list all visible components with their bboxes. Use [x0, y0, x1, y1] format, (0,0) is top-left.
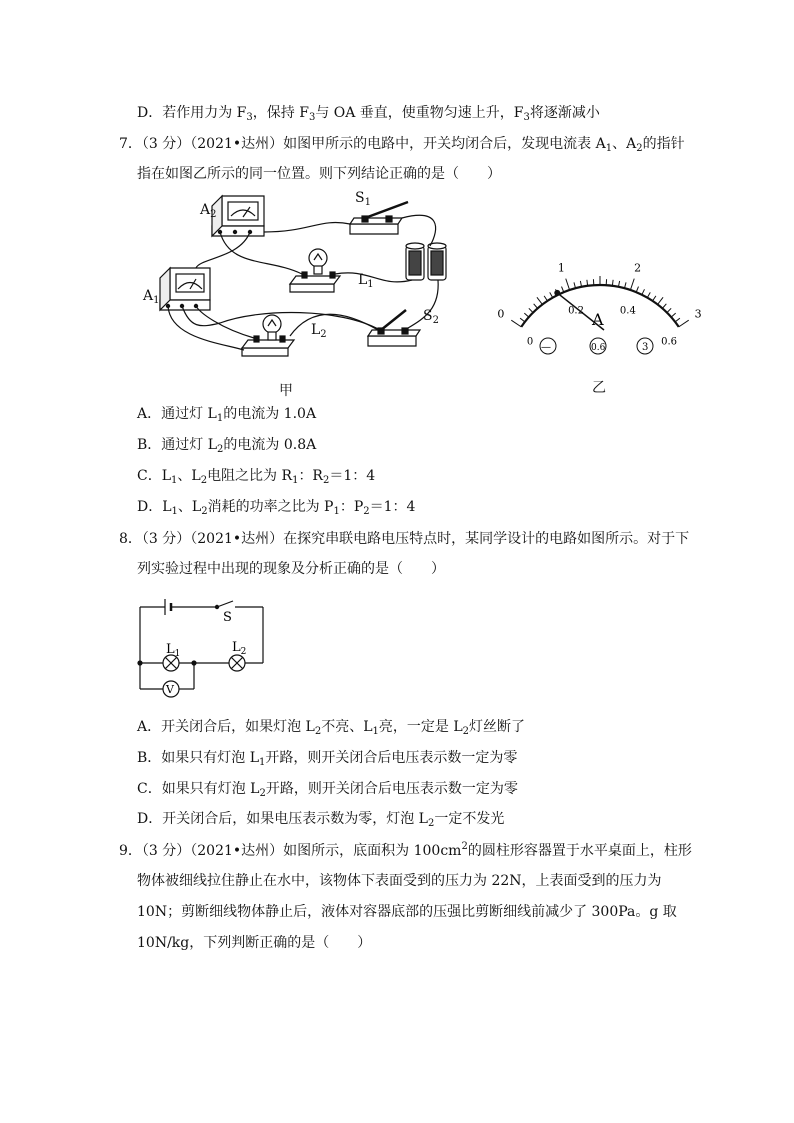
- q7-stem-line2: 指在如图乙所示的同一位置。则下列结论正确的是（ ）: [137, 166, 501, 182]
- q8-figure-circuit: [135, 595, 275, 700]
- q9-stem-line2: 物体被细线拉住静止在水中，该物体下表面受到的压力为 22N，上表面受到的压力为: [137, 873, 662, 889]
- q7-figure-ammeter-dial: [495, 235, 705, 365]
- label-a1: $A_1$: [143, 288, 160, 306]
- label-l2: $L_2$: [311, 322, 327, 340]
- svg-text:0.6: 0.6: [591, 343, 606, 353]
- svg-text:—: —: [541, 342, 551, 353]
- ammeter-a1: [160, 268, 210, 310]
- q8-option-d: D．开关闭合后，如果电压表示数为零，灯泡 $L_2$一定不发光: [137, 811, 505, 829]
- dial-inner-tick-label: 0.6: [661, 336, 678, 348]
- dial-terminal-3: [637, 338, 653, 354]
- dial-outer-tick-label: 3: [694, 307, 702, 321]
- q8-label-l2: $L_2$: [232, 640, 247, 657]
- dial-terminal-minus: [540, 338, 556, 354]
- q9-stem-line3: 10N；剪断细线物体静止后，液体对容器底部的压强比剪断细线前减少了 300Pa。g 取: [137, 904, 677, 920]
- q9-stem-line4: 10N/kg，下列判断正确的是（ ）: [137, 935, 372, 951]
- dial-tick: [537, 297, 542, 304]
- dial-inner-tick-label: 0.2: [568, 305, 584, 317]
- switch-s1: [350, 202, 408, 234]
- q8-label-l1: $L_1$: [166, 642, 181, 659]
- dial-inner-tick-label: 0: [526, 336, 534, 348]
- lamp-l1: [290, 249, 340, 292]
- q8-option-c: C．如果只有灯泡 $L_2$开路，则开关闭合后电压表示数一定为零: [137, 781, 518, 799]
- q8-label-v: V: [166, 683, 174, 696]
- caption-jia: 甲: [279, 383, 293, 399]
- dial-terminal-0.6: [590, 338, 606, 354]
- caption-yi: 乙: [592, 380, 606, 396]
- dial-outer-tick-label: 0: [497, 307, 505, 321]
- dial-outer-tick-label: 2: [634, 261, 642, 275]
- q7-stem-line1: 7．（3 分）（2021•达州）如图甲所示的电路中，开关均闭合后，发现电流表 $A_1$、$A_2$的指针: [119, 136, 685, 154]
- q8-stem-line2: 列实验过程中出现的现象及分析正确的是（ ）: [137, 561, 445, 577]
- q8-option-a: A．开关闭合后，如果灯泡 $L_2$不亮、$L_1$亮，一定是 $L_2$灯丝断了: [137, 719, 526, 737]
- lamp-l2: [242, 315, 294, 356]
- dial-tick: [658, 297, 663, 304]
- svg-text:3: 3: [642, 342, 649, 353]
- q7-option-c: C．$L_1$、$L_2$电阻之比为 $R_1$：$R_2=1$：4: [137, 468, 376, 486]
- q7-option-d: D．$L_1$、$L_2$消耗的功率之比为 $P_1$：$P_2=1$：4: [137, 499, 416, 517]
- label-a2: $A_2$: [200, 202, 217, 220]
- dial-tick: [511, 320, 521, 327]
- dial-tick: [630, 279, 634, 290]
- dial-tick: [566, 279, 570, 290]
- ammeter-a2: [212, 196, 264, 236]
- q7-option-b: B．通过灯 $L_2$的电流为 0.8A: [137, 437, 317, 455]
- q9-stem-line1: 9．（3 分）（2021•达州）如图所示，底面积为 $100cm^2$的圆柱形容器置于水平桌面上，柱形: [119, 841, 692, 859]
- dial-outer-tick-label: 1: [557, 261, 565, 275]
- dial-inner-tick-label: 0.4: [619, 305, 636, 317]
- dial-pointer-tip: [554, 290, 560, 296]
- q8-label-s: S: [223, 610, 232, 625]
- label-s2: $S_2$: [423, 308, 439, 326]
- q7-figure-circuit: [140, 188, 460, 368]
- battery-pack: [406, 243, 446, 280]
- q8-option-b: B．如果只有灯泡 $L_1$开路，则开关闭合后电压表示数一定为零: [137, 750, 518, 768]
- q7-option-a: A．通过灯 $L_1$的电流为 1.0A: [137, 406, 317, 424]
- q6-option-d: D．若作用力为 $F_3$，保持 $F_3$与 OA 垂直，使重物匀速上升，$F_3$将逐渐减小: [137, 105, 600, 123]
- dial-unit-label: A: [592, 310, 604, 329]
- label-l1: $L_1$: [358, 272, 374, 290]
- label-s1: $S_1$: [355, 190, 371, 208]
- dial-tick: [679, 320, 689, 327]
- switch-blade: [217, 601, 233, 607]
- q8-stem-line1: 8．（3 分）（2021•达州）在探究串联电路电压特点时，某同学设计的电路如图所示。对于下: [119, 531, 690, 547]
